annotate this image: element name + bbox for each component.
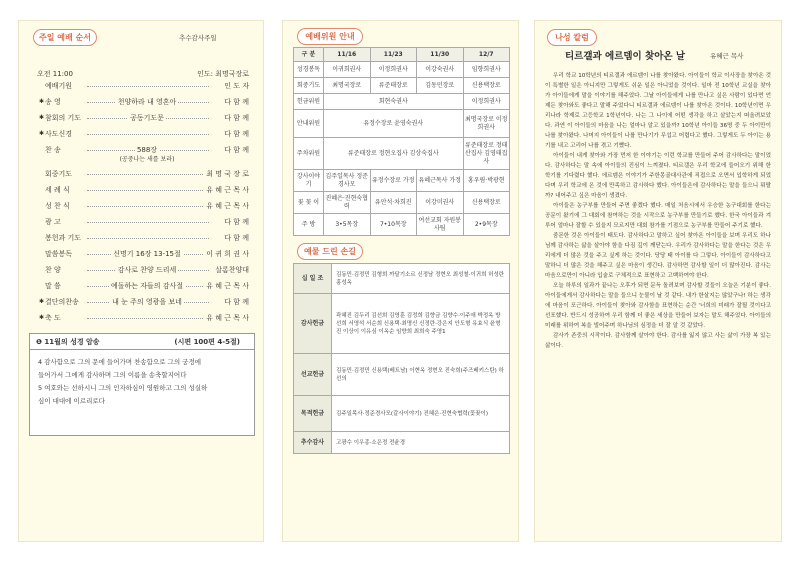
offering-type: 십 일 조	[294, 264, 332, 294]
table-cell: 류준태장로	[370, 78, 417, 94]
order-item-person: 유 혜 근 목 사	[206, 282, 249, 290]
service-leader: 인도: 최명국장로	[197, 70, 249, 78]
row-label: 안내위원	[294, 110, 324, 138]
order-item-label: 송 영	[45, 98, 61, 106]
row-label: 주 방	[294, 214, 324, 236]
table-cell: 유정수장로 가정	[370, 170, 417, 192]
column-body	[545, 71, 771, 351]
order-item-person: 유 혜 근 목 사	[206, 314, 249, 322]
row-label: 주차위원	[294, 138, 324, 170]
offering-names: 김동민·김정민 신용택(베트남) 이현옥 정현오 진숙희(주즈베키스탄) 하선의	[332, 354, 510, 396]
offering-type: 선교헌금	[294, 354, 332, 396]
table-cell: 김동민장로	[417, 78, 464, 94]
required-stand-icon: ✱	[39, 298, 45, 305]
order-item-person: 인 도 자	[224, 82, 249, 90]
order-item-detail: 감사로 찬양 드리세	[117, 266, 177, 274]
order-item-label: 봉헌과 기도	[45, 234, 82, 242]
table-row	[294, 138, 510, 170]
required-stand-icon: ✱	[39, 98, 45, 105]
committee-panel	[282, 20, 519, 542]
table-header: 11/30	[417, 48, 464, 62]
order-item-detail: 신명기 16장 13-15절	[113, 250, 181, 258]
required-stand-icon: ✱	[39, 314, 45, 321]
order-item-detail: 예돌하는 자들의 감사절	[110, 282, 184, 290]
order-row	[45, 169, 249, 179]
offering-row	[294, 396, 510, 432]
order-row	[45, 265, 249, 275]
memory-verse-ref: (시편 100편 4-5절)	[174, 338, 240, 346]
offering-names: 김동민·김정민 김형희 까달기소르 신정남 정현오 최성철·이귀희 허성란 홍성옥	[332, 264, 510, 294]
table-cell: 유안석·차희진	[370, 192, 417, 214]
order-item-person: 다 함 께	[224, 114, 249, 122]
offering-row	[294, 264, 510, 294]
table-cell: 여선교회 자원봉사팀	[417, 214, 464, 236]
order-item-detail: 588장	[136, 146, 158, 154]
leader-dots	[87, 190, 209, 191]
offering-names: 고광수 이우종·소은정 전윤경	[332, 432, 510, 454]
table-cell: 임향희권사	[463, 62, 510, 78]
required-stand-icon: ✱	[39, 130, 45, 137]
order-item-person: 다 함 께	[224, 218, 249, 226]
column-paragraph: 아이들이 내게 찾아와 가장 먼저 한 이야기는 이런 학교를 만들어 주어 감사하다는 말이었다. 감사하다는 말 속에 아이들의 진심이 느껴졌다. 티르갤은 우리 학교에 들어오기 위해 한 학기를 기다렸다 했다. 에르뎀은 이야기가 주한몽골대사관에 직접으로 오면서 입학하게 되었다며 우리 학교에 온 것에 만족하고 감사하다 했다. 아이들은에 감사하다는 말을 들으니 뭐랄까? 내어주고 싶은 마음이 생겼다.	[545, 153, 771, 199]
row-label: 꽃 꽂 이	[294, 192, 324, 214]
order-row	[45, 81, 249, 91]
table-cell: 최명국장로	[324, 78, 371, 94]
table-row	[294, 110, 510, 138]
order-item-person: 유 혜 근 목 사	[206, 202, 249, 210]
order-item-person: 다 함 께	[224, 234, 249, 242]
table-cell: 이강숙권사	[417, 62, 464, 78]
order-row	[45, 145, 249, 163]
order-item-person: 다 함 께	[224, 130, 249, 138]
order-item-label: 사도신경	[45, 130, 73, 138]
committee-table	[293, 47, 510, 236]
offering-table	[293, 263, 510, 454]
table-cell: 3•5목장	[324, 214, 371, 236]
leader-dots	[87, 86, 209, 87]
offering-row	[294, 354, 510, 396]
order-item-label: 찬 송	[45, 146, 61, 154]
verse-line: 들어가서 그에게 감사하며 그의 이름을 송축할지어다	[38, 371, 187, 379]
column-paragraph: 오늘 하루의 일과가 끝나는 오후가 되면 문득 돌려보며 감사할 것들이 오늘은 기분이 좋다. 아이들에게서 감사하다는 말을 들으니 눈물이 날 것 같다. 내가 한살지는 않았구나! 하는 생각에 마음이 포근하다. 아이들이 찾아와 감사함을 표현하는 순간 '너희의 미래가 잘될 것이다고 선포했다. 반드시 성공하여 우리 함께 더 좋은 세상을 만들어 보자는 말도 해주었다. 아이들의 미래를 위하여 복을 빌어주며 하나님의 심정을 더 잘 알 것 같았다.	[545, 283, 771, 329]
leader-dots	[87, 206, 209, 207]
order-item-person: 살롬찬양대	[215, 266, 249, 274]
offering-row	[294, 432, 510, 454]
leader-dots	[87, 134, 209, 135]
offering-type: 목적헌금	[294, 396, 332, 432]
column-paragraph: 감사가 존중의 시작이다. 감사함께 살아야 한다. 감사를 잃지 않고 사는 삶이 가장 복 있는 삶이다.	[545, 333, 771, 349]
order-row	[45, 185, 249, 195]
row-label: 강사이야기	[294, 170, 324, 192]
table-row	[294, 170, 510, 192]
table-row	[294, 62, 510, 78]
table-cell: 이강미권사	[417, 192, 464, 214]
order-item-label: 말 씀	[45, 282, 61, 290]
table-header: 12/7	[463, 48, 510, 62]
order-item-detail: 공동기도문	[130, 114, 164, 122]
row-label: 성경봉독	[294, 62, 324, 78]
offering-names: 김주일목사·정준경사모(갈사이야기) 진혜은·진현숙협력(꽃꽂이)	[332, 396, 510, 432]
verse-line: 4 감사함으로 그의 문에 들어가며 찬송함으로 그의 궁정에	[38, 358, 202, 366]
order-row	[39, 313, 249, 323]
table-header: 11/23	[370, 48, 417, 62]
order-item-person: 다 함 께	[224, 98, 249, 106]
order-item-detail: 내 눈 주의 영광을 보네	[112, 298, 182, 306]
required-stand-icon: ✱	[39, 114, 45, 121]
leader-dots	[87, 222, 209, 223]
column-panel	[534, 20, 782, 542]
order-row	[39, 129, 249, 139]
column-paragraph: 줌몬한 것은 아이들이 태도다. 감사하다고 말하고 싶어 찾아온 아이들을 보며 우리도 하나님께 감사하는 삶을 살아야 함을 다짐 깊이 깨닫는다. 우리가 감사하다는 말을 한다는 것은 우리에게 더 많은 것을 주고 싶게 하는 것이다. 당당 태 아이를 다 그렇다. 아이들이 감사하다고 말하니 더 많은 것을 해주고 싶은 마음이 생긴다. 감사하면 감사할 일이 더 많아진다. 감사는 마음으로만이 아니라 입술로 구체적으로 표현하고 고백하여야 한다.	[545, 233, 771, 279]
order-item-label: 결단의찬송	[45, 298, 79, 306]
table-cell: 김주일목사 정준경사모	[324, 170, 371, 192]
table-row	[294, 192, 510, 214]
offering-names: 곽혜진 김두리 김선희 김영훈 김정희 김향금 김향수·이주애 박정옥 방선희 서영석 서순희 신용택·최명신 신정란·강은지 안도형 유효식 윤형진 이상이 이유심 이옥순 임향희 최희숙 주영1	[332, 294, 510, 354]
order-item-subdetail: (공중나는 새를 보라)	[119, 156, 175, 163]
table-cell: 유혜근목사 가정	[417, 170, 464, 192]
verse-line: 5 여호와는 선하시니 그의 인자하심이 영원하고 그의 성실하	[38, 384, 208, 392]
table-header: 11/16	[324, 48, 371, 62]
table-cell: 유정수장로 윤영숙권사	[324, 110, 464, 138]
order-row	[39, 297, 249, 307]
table-cell: 신용택장로	[463, 192, 510, 214]
verse-line: 심이 대대에 이르리로다	[38, 397, 105, 405]
table-cell: 최명국장로 이정희권사	[463, 110, 510, 138]
order-item-person: 이 귀 희 권 사	[206, 250, 249, 258]
worship-order-list	[35, 81, 259, 321]
order-row	[39, 97, 249, 107]
memory-verse-box	[29, 333, 255, 436]
order-item-label: 광 고	[45, 218, 61, 226]
table-cell: 류준태장로 정현오집사 김상숙집사	[324, 138, 464, 170]
table-row	[294, 94, 510, 110]
table-cell: 이정희권사	[463, 94, 510, 110]
order-row	[45, 201, 249, 211]
order-item-label: 찬 양	[45, 266, 61, 274]
order-item-label: 회중기도	[45, 170, 73, 178]
order-item-label: 참회의 기도	[45, 114, 82, 122]
order-item-label: 세 례 식	[45, 186, 70, 194]
order-row	[45, 233, 249, 243]
order-item-label: 축 도	[45, 314, 61, 322]
worship-order-tag: 주일 예배 순서	[33, 29, 97, 46]
table-cell: 7•10목장	[370, 214, 417, 236]
order-item-detail: 천양하라 내 영혼아	[117, 98, 177, 106]
leader-dots	[87, 318, 209, 319]
table-cell: 진혜은·진현숙협력	[324, 192, 371, 214]
leader-dots	[87, 174, 209, 175]
leader-dots	[87, 238, 209, 239]
row-label: 헌금위원	[294, 94, 324, 110]
order-item-person: 다 함 께	[224, 298, 249, 306]
order-row	[45, 217, 249, 227]
order-item-person: 유 혜 근 목 사	[206, 186, 249, 194]
order-row	[39, 113, 249, 123]
offering-type: 추수감사	[294, 432, 332, 454]
worship-order-panel	[18, 20, 264, 542]
offering-row	[294, 294, 510, 354]
service-time: 오전 11:00	[37, 70, 73, 78]
column-author: 유혜근 목사	[710, 52, 744, 60]
table-cell: 이귀희권사	[324, 62, 371, 78]
table-cell: 홍우림·박광현	[463, 170, 510, 192]
table-cell: 신용택장로	[463, 78, 510, 94]
table-row	[294, 214, 510, 236]
order-item-person: 다 함 께	[224, 146, 249, 154]
committee-tag: 예배위원 안내	[297, 28, 363, 45]
offering-tag: 예물 드린 손길	[297, 243, 363, 260]
table-cell: 회현숙권사	[324, 94, 464, 110]
column-title: 티르갤과 에르뎀이 찾아온 날	[565, 51, 686, 62]
order-item-label: 예배기원	[45, 82, 73, 90]
order-row	[45, 281, 249, 291]
offering-type: 감사헌금	[294, 294, 332, 354]
column-paragraph: 우리 학교 10학년의 티르갤과 에르뎀이 나를 찾아왔다. 아이들이 학교 이사장을 찾아온 것이 특별한 일은 아니지만 그렇게도 쉬운 일은 아니었을 것이다. 일마 전 10학년 교실을 찾아가 아이들에게 말을 이야기를 해주었다. 그날 아이들에게 나를 만나고 싶은 사람이 있다면 언제든 찾아와도 좋다고 말해 주었다니 티르갤과 에르뎀이 나를 찾아온 것이다. 10학년이면 우리나라 학제로 고등학교 1학년이다. 나는 그 나이에 어떤 생각을 하고 살았는지 떠올려보았다. 과연 이 아이들의 마음을 나는 얼마나 알고 있을까? 10학년 아이들 36명 중 두 아이만이 나를 찾아왔다. 나머지 아이들이 나를 만나기가 무섭고 어렵다고 했다. 그렇게도 두 아이는 용기를 내고 고리어 나를 겪고 기뻤다.	[545, 73, 771, 149]
worship-subtitle: 추수감사주일	[179, 34, 217, 42]
memory-verse-title: ❶ 11월의 성경 암송	[36, 338, 100, 346]
memory-verse-text	[30, 350, 254, 414]
table-header: 구 분	[294, 48, 324, 62]
table-cell: 류준태장로 정태산집사 김영태집사	[463, 138, 510, 170]
row-label: 회중기도	[294, 78, 324, 94]
order-item-label: 말씀봉독	[45, 250, 73, 258]
table-cell: 2•9목장	[463, 214, 510, 236]
table-cell: 이정희권사	[370, 62, 417, 78]
order-item-person: 최 명 국 장 로	[206, 170, 249, 178]
order-item-label: 성 찬 식	[45, 202, 70, 210]
order-row	[45, 249, 249, 259]
table-row	[294, 78, 510, 94]
column-tag: 나성 칼럼	[547, 29, 597, 46]
column-paragraph: 아이들은 농구부를 만들어 주면 좋겠다 했다. 매일 처음시에서 우승한 농구대회를 한다는 공문이 왔기에 그 대회에 참여하는 것을 시작으로 농구부를 만들기로 했다. 한국 아이들과 겨루어 얼마나 잘할 수 있을지 모르지만 대회 참가를 기점으로 농구부를 만들어 주기로 했다.	[545, 203, 771, 229]
